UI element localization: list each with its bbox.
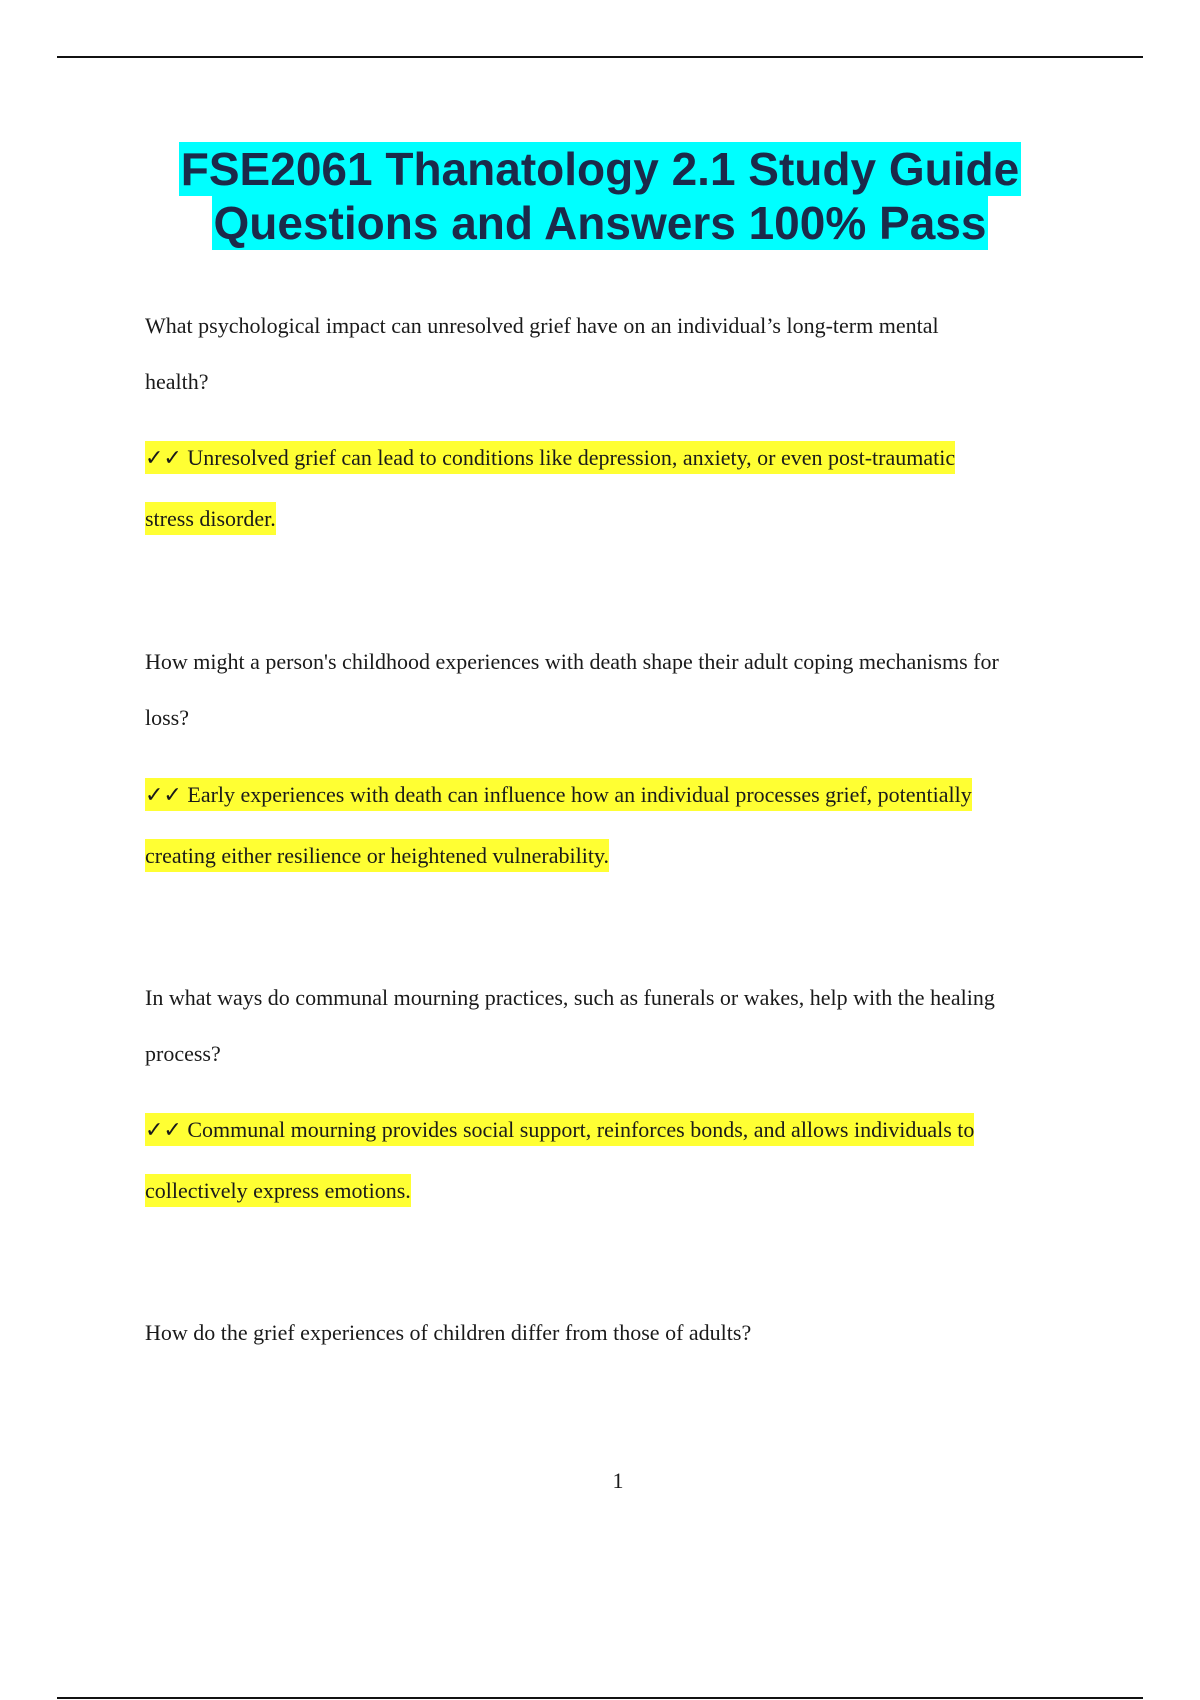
answer-3-text-1: Communal mourning provides social support, reinforces bonds, and allows individuals to <box>187 1117 975 1142</box>
question-4 <box>145 1305 1095 1361</box>
title-line-1: FSE2061 Thanatology 2.1 Study Guide <box>180 143 1020 195</box>
question-1-line-1: What psychological impact can unresolved grief have on an individual’s long-term mental <box>145 313 939 338</box>
title-line-2: Questions and Answers 100% Pass <box>213 197 987 249</box>
answer-1-text-1: Unresolved grief can lead to conditions like depression, anxiety, or even post-traumatic <box>187 445 956 470</box>
check-mark-icon: ✓✓ <box>145 446 182 471</box>
answer-1-line-2: stress disorder. <box>145 502 276 535</box>
question-1-line-2: health? <box>145 369 209 394</box>
question-1 <box>145 298 1095 410</box>
answer-1 <box>145 428 1095 549</box>
bottom-rule <box>57 1697 1143 1699</box>
answer-2 <box>145 765 1095 886</box>
check-mark-icon: ✓✓ <box>145 1118 182 1143</box>
answer-3-line-1 <box>145 1113 974 1146</box>
answer-2-line-1 <box>145 778 972 811</box>
question-3 <box>145 970 1095 1082</box>
question-2-line-2: loss? <box>145 705 189 730</box>
answer-2-text-1: Early experiences with death can influence how an individual processes grief, potentially <box>187 782 972 807</box>
page-number: 1 <box>612 1468 624 1493</box>
document-title <box>0 142 1200 250</box>
question-2 <box>145 634 1095 746</box>
answer-3 <box>145 1100 1095 1221</box>
answer-3-line-2: collectively express emotions. <box>145 1174 411 1207</box>
question-4-line-1: How do the grief experiences of children differ from those of adults? <box>145 1320 752 1345</box>
question-2-line-1: How might a person's childhood experiences with death shape their adult coping mechanisms for <box>145 649 999 674</box>
question-3-line-2: process? <box>145 1041 221 1066</box>
answer-2-line-2: creating either resilience or heightened vulnerability. <box>145 839 609 872</box>
question-3-line-1: In what ways do communal mourning practices, such as funerals or wakes, help with the healing <box>145 985 995 1010</box>
check-mark-icon: ✓✓ <box>145 783 182 808</box>
top-rule <box>57 56 1143 58</box>
answer-1-line-1 <box>145 441 955 474</box>
